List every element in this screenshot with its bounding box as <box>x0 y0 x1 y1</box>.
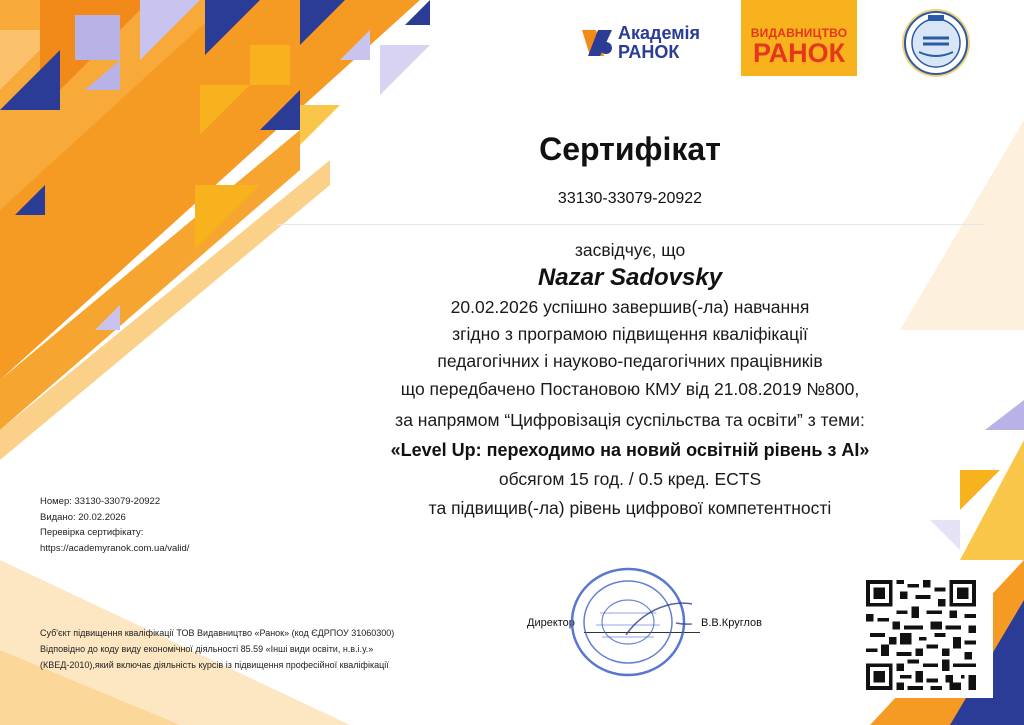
academy-ranok-logo <box>580 22 720 66</box>
meta-check-url[interactable]: https://academyranok.com.ua/valid/ <box>40 542 190 554</box>
university-seal-logo <box>901 8 971 78</box>
director-label: Директор <box>527 617 575 629</box>
footer-legal-text <box>40 625 394 673</box>
academy-logo-line2: РАНОК <box>618 42 680 62</box>
ranok-logo-small: ВИДАВНИЦТВО <box>750 26 848 40</box>
academy-logo-icon <box>580 26 614 60</box>
volume-line: обсягом 15 год. / 0.5 кред. ECTS <box>498 469 762 489</box>
qr-code-icon[interactable] <box>865 580 977 690</box>
meta-issued: Видано: 20.02.2026 <box>40 511 126 523</box>
meta-check-label: Перевірка сертифікату: <box>40 527 144 538</box>
workers-line: педагогічних і науково-педагогічних працівників <box>437 351 823 371</box>
recipient-name: Nazar Sadovsky <box>537 264 723 291</box>
certificate-meta <box>40 494 189 556</box>
footer-line-1: Суб'єкт підвищення кваліфікації ТОВ Видавництво «Ранок» (код ЄДРПОУ 31060300) <box>40 628 395 638</box>
academy-logo-text <box>618 24 700 62</box>
ranok-logo-big: РАНОК <box>752 38 846 68</box>
certifies-text: засвідчує, що <box>574 240 686 260</box>
completion-line: 20.02.2026 успішно завершив(-ла) навчання <box>450 297 810 317</box>
footer-line-2: Відповідно до коду виду економічної діяльності 85.59 «Інші види освіти, н.в.і.у.» <box>40 644 374 654</box>
certificate-number: 33130-33079-20922 <box>557 190 703 207</box>
direction-line: за напрямом “Цифровізація суспільства та освіти” з теми: <box>395 410 865 430</box>
program-line: згідно з програмою підвищення кваліфікації <box>452 324 808 344</box>
course-topic: «Level Up: переходимо на новий освітній рівень з AI» <box>390 440 870 460</box>
certificate-title: Сертифікат <box>539 131 721 167</box>
divider <box>277 224 985 225</box>
academy-logo-line1: Академія <box>618 23 701 43</box>
director-name: В.В.Круглов <box>701 617 762 629</box>
footer-line-3: (КВЕД-2010),який включає діяльність курсів із підвищення професійної кваліфікації <box>40 660 389 670</box>
decree-line: що передбачено Постановою КМУ від 21.08.2019 №800, <box>400 379 860 399</box>
ranok-publisher-logo <box>741 0 857 76</box>
competence-line: та підвищив(-ла) рівень цифрової компетентності <box>428 498 832 518</box>
meta-number: Номер: 33130-33079-20922 <box>40 496 161 507</box>
official-stamp-icon <box>566 565 692 679</box>
